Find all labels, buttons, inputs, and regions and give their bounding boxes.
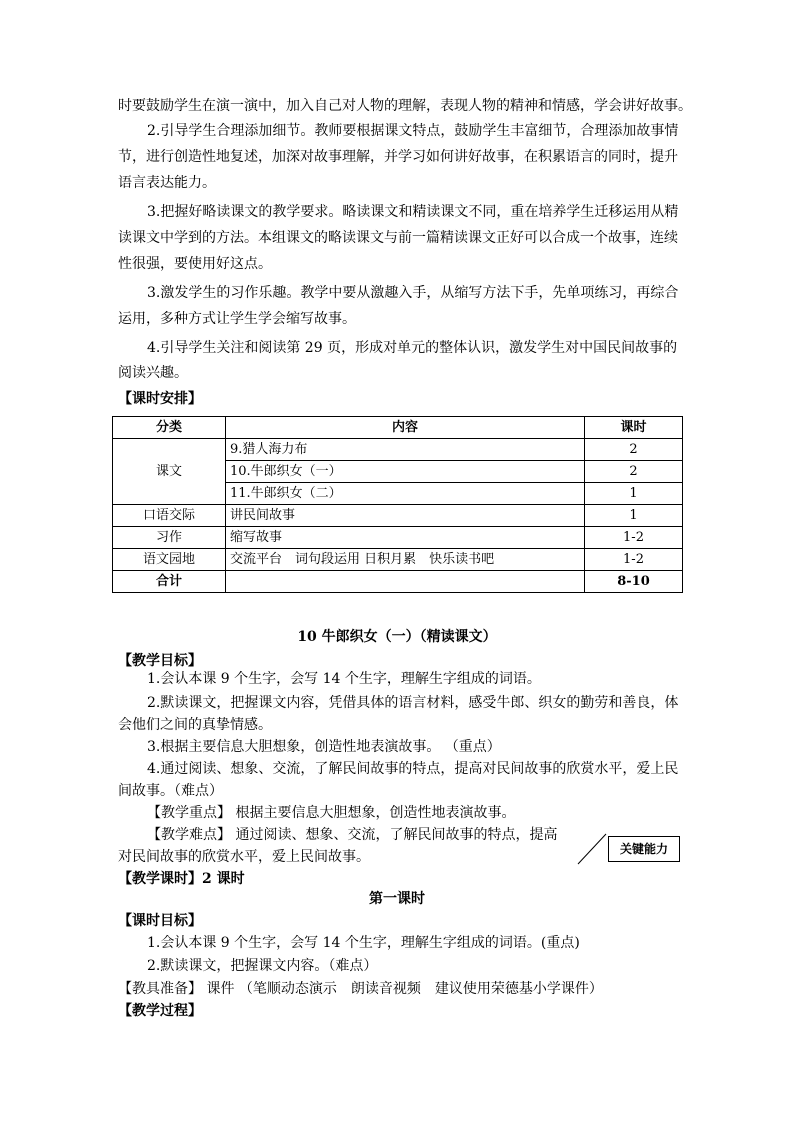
- goal-4a: 4.通过阅读、想象、交流，了解民间故事的特点，提高对民间故事的欣赏水平，爱上民: [147, 761, 679, 777]
- content-cell: 缩写故事: [226, 527, 585, 549]
- schedule-table: [112, 416, 683, 593]
- difficulty-line-2: 对民间故事的欣赏水平，爱上民间故事。: [118, 849, 370, 865]
- table-row: [113, 439, 683, 461]
- content-cell: 交流平台 词句段运用 日积月累 快乐读书吧: [226, 549, 585, 571]
- key-ability-callout: 关键能力: [608, 836, 680, 862]
- intro-line-4: 语言表达能力。: [118, 175, 216, 191]
- total-label: 合计: [113, 571, 226, 593]
- total-content-cell: [226, 571, 585, 593]
- goals-heading: 【教学目标】: [118, 653, 202, 669]
- table-row: [113, 505, 683, 527]
- class-hours: 【教学课时】2 课时: [118, 871, 245, 887]
- intro-line-2: 2.引导学生合理添加细节。教师要根据课文特点，鼓励学生丰富细节，合理添加故事情: [147, 123, 679, 139]
- goal-4b: 间故事。（难点）: [118, 783, 223, 799]
- intro-line-8: 3.激发学生的习作乐趣。教学中要从激趣入手，从缩写方法下手，先单项练习，再综合: [147, 285, 679, 301]
- callout-connector: [570, 830, 612, 870]
- period-goals-heading: 【课时目标】: [118, 913, 202, 929]
- content-cell: 讲民间故事: [226, 505, 585, 527]
- content-cell: 9.猎人海力布: [226, 439, 585, 461]
- table-row: [113, 527, 683, 549]
- table-header-row: [113, 417, 683, 439]
- goal-1: 1.会认本课 9 个生字，会写 14 个生字，理解生字组成的词语。: [147, 671, 541, 687]
- hours-cell: 2: [585, 461, 683, 483]
- first-period-title: 第一课时: [369, 891, 425, 907]
- intro-line-3: 节，进行创造性地复述，加深对故事理解，并学习如何讲好故事，在积累语言的同时，提升: [118, 149, 678, 165]
- intro-line-9: 运用，多种方式让学生学会缩写故事。: [118, 311, 356, 327]
- total-hours: 8-10: [585, 571, 683, 593]
- hours-cell: 1-2: [585, 527, 683, 549]
- lesson-title: 10 牛郎织女（一）（精读课文）: [297, 629, 497, 645]
- hours-cell: 1-2: [585, 549, 683, 571]
- content-cell: 11.牛郎织女（二）: [226, 483, 585, 505]
- goal-2a: 2.默读课文，把握课文内容，凭借具体的语言材料，感受牛郎、织女的勤劳和善良，体: [147, 695, 679, 711]
- header-category: 分类: [113, 417, 226, 439]
- intro-line-10: 4.引导学生关注和阅读第 29 页，形成对单元的整体认识，激发学生对中国民间故事的: [147, 340, 678, 356]
- category-cell: 口语交际: [113, 505, 226, 527]
- header-hours: 课时: [585, 417, 683, 439]
- intro-line-6: 读课文中学到的方法。本组课文的略读课文与前一篇精读课文正好可以合成一个故事，连续: [118, 230, 678, 246]
- category-cell: 语文园地: [113, 549, 226, 571]
- process-heading: 【教学过程】: [118, 1003, 202, 1019]
- table-total-row: [113, 571, 683, 593]
- content-cell: 10.牛郎织女（一）: [226, 461, 585, 483]
- hours-cell: 1: [585, 505, 683, 527]
- intro-line-1: 时要鼓励学生在演一演中，加入自己对人物的理解，表现人物的精神和情感，学会讲好故事。: [118, 98, 692, 114]
- table-row: [113, 549, 683, 571]
- intro-line-5: 3.把握好略读课文的教学要求。略读课文和精读课文不同，重在培养学生迁移运用从精: [147, 204, 679, 220]
- goal-2b: 会他们之间的真挚情感。: [118, 717, 272, 733]
- goal-3: 3.根据主要信息大胆想象，创造性地表演故事。 （重点）: [147, 739, 501, 755]
- key-point: 【教学重点】 根据主要信息大胆想象，创造性地表演故事。: [147, 805, 516, 821]
- category-cell: 习作: [113, 527, 226, 549]
- category-cell: 课文: [113, 439, 226, 505]
- teaching-prep: 【教具准备】 课件 （笔顺动态演示 朗读音视频 建议使用荣德基小学课件）: [118, 981, 603, 997]
- header-content: 内容: [226, 417, 585, 439]
- period-goal-1: 1.会认本课 9 个生字，会写 14 个生字，理解生字组成的词语。(重点): [147, 935, 580, 951]
- schedule-heading: 【课时安排】: [118, 391, 202, 407]
- period-goal-2: 2.默读课文，把握课文内容。（难点）: [147, 958, 378, 974]
- difficulty-line-1: 【教学难点】 通过阅读、想象、交流，了解民间故事的特点，提高: [147, 827, 558, 843]
- hours-cell: 2: [585, 439, 683, 461]
- intro-line-11: 阅读兴趣。: [118, 365, 188, 381]
- hours-cell: 1: [585, 483, 683, 505]
- intro-line-7: 性很强，要使用好这点。: [118, 256, 272, 272]
